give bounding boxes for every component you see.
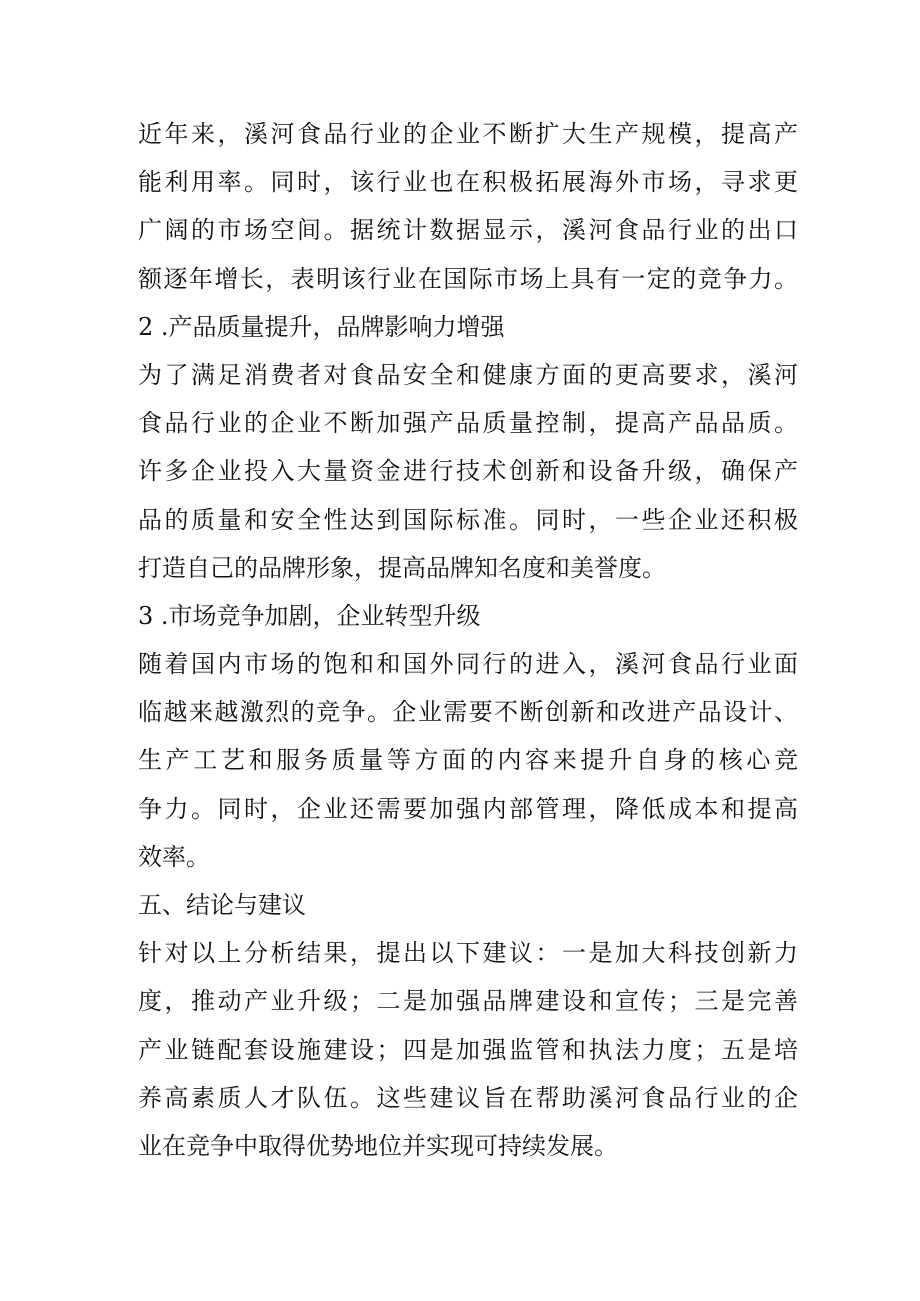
text-line: 产业链配套设施建设；四是加强监管和执法力度；五是培 xyxy=(138,1035,798,1064)
text-line: 食品行业的企业不断加强产品质量控制，提高产品品质。 xyxy=(138,409,798,438)
text-line: 争力。同时，企业还需要加强内部管理，降低成本和提高 xyxy=(138,794,798,823)
text-line: 养高素质人才队伍。这些建议旨在帮助溪河食品行业的企 xyxy=(138,1083,798,1112)
text-line: 为了满足消费者对食品安全和健康方面的更高要求，溪河 xyxy=(138,360,798,389)
text-line: 临越来越激烈的竞争。企业需要不断创新和改进产品设计、 xyxy=(138,698,798,727)
text-line: 针对以上分析结果，提出以下建议：一是加大科技创新力 xyxy=(138,939,798,968)
text-line: 打造自己的品牌形象，提高品牌知名度和美誉度。 xyxy=(138,553,666,582)
text-line: 业在竞争中取得优势地位并实现可持续发展。 xyxy=(138,1131,618,1160)
body-text xyxy=(138,110,798,1170)
text-line: 额逐年增长，表明该行业在国际市场上具有一定的竞争力。 xyxy=(138,264,798,293)
text-line: 随着国内市场的饱和和国外同行的进入，溪河食品行业面 xyxy=(138,650,798,679)
section-heading: 2 .产品质量提升，品牌影响力增强 xyxy=(138,312,505,341)
section-heading: 3 .市场竞争加剧，企业转型升级 xyxy=(138,601,481,630)
section-heading: 五、结论与建议 xyxy=(138,891,306,919)
text-line: 能利用率。同时，该行业也在积极拓展海外市场，寻求更 xyxy=(138,168,798,197)
text-line: 生产工艺和服务质量等方面的内容来提升自身的核心竞 xyxy=(138,746,798,775)
text-line: 许多企业投入大量资金进行技术创新和设备升级，确保产 xyxy=(138,457,798,486)
text-line: 品的质量和安全性达到国际标准。同时，一些企业还积极 xyxy=(138,505,798,534)
text-line: 度，推动产业升级；二是加强品牌建设和宣传；三是完善 xyxy=(138,987,798,1016)
text-line: 近年来，溪河食品行业的企业不断扩大生产规模，提高产 xyxy=(138,120,798,148)
text-line: 广阔的市场空间。据统计数据显示，溪河食品行业的出口 xyxy=(138,216,798,245)
text-line: 效率。 xyxy=(138,842,210,871)
